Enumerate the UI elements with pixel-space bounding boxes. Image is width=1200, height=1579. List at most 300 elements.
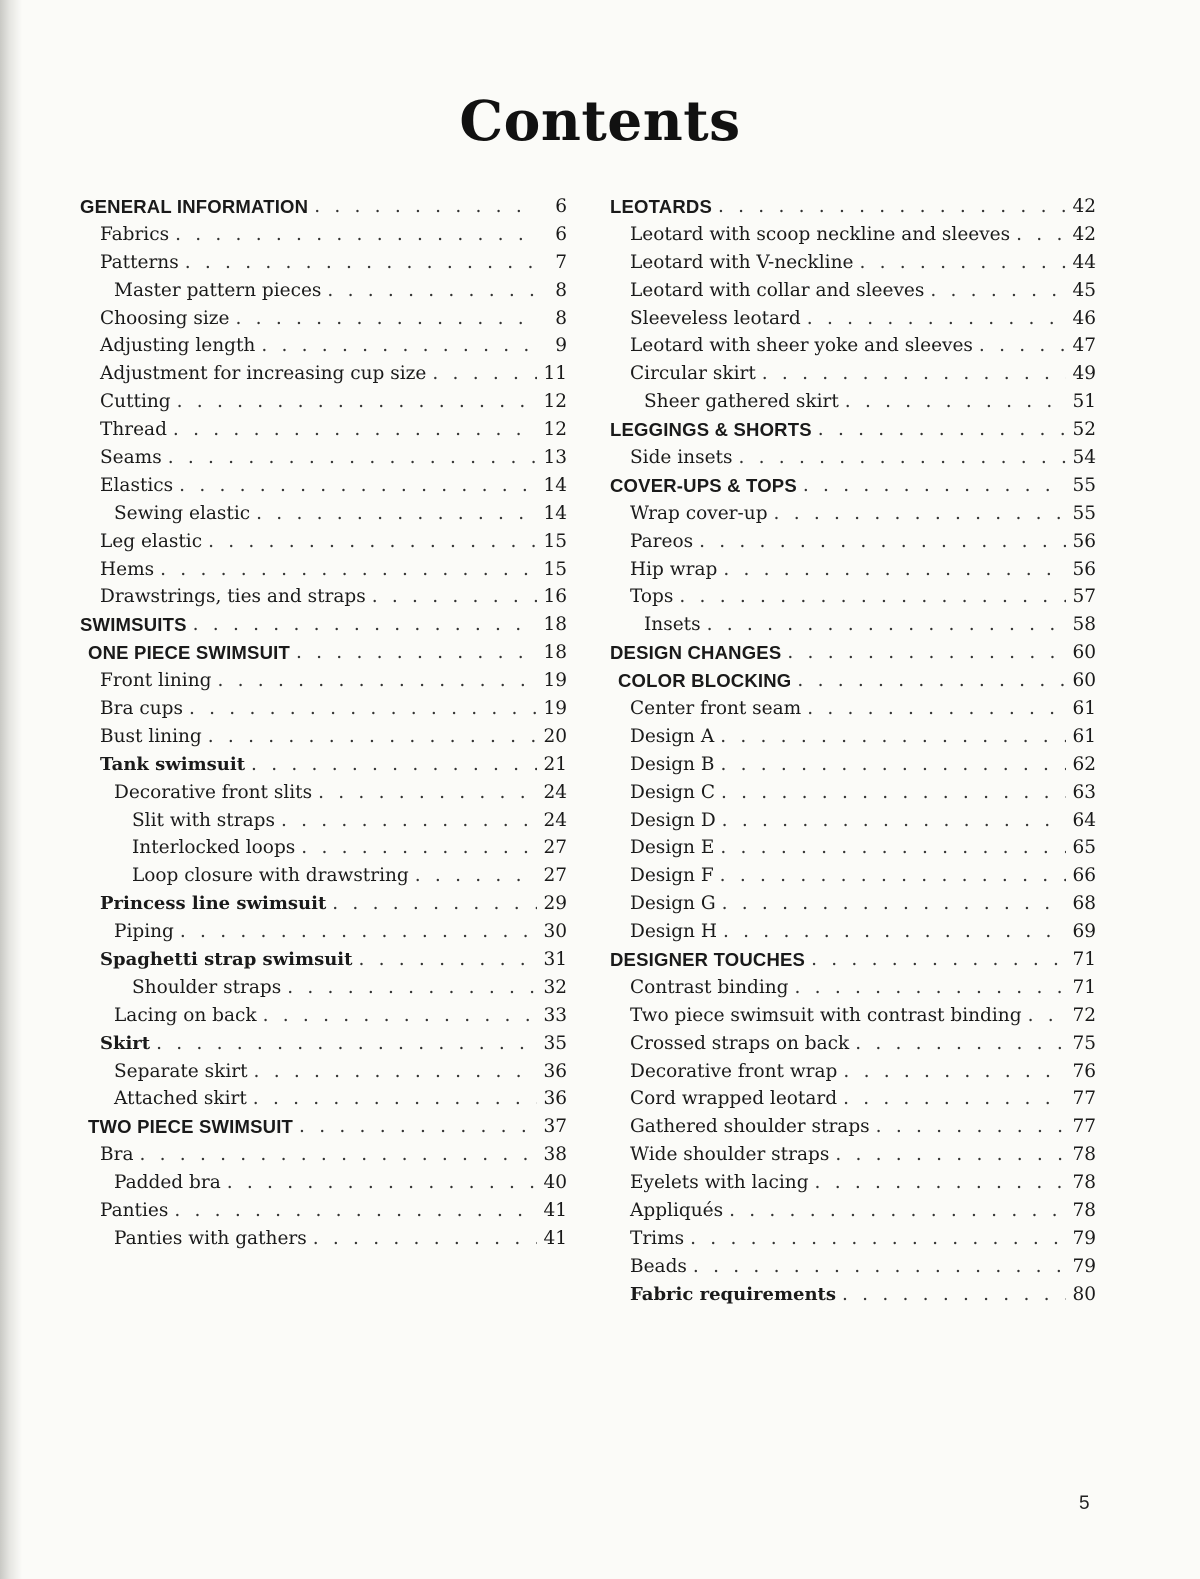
toc-entry <box>80 611 567 639</box>
toc-entry <box>80 667 567 695</box>
toc-entry <box>610 528 1096 556</box>
toc-leader-dots <box>722 890 1066 918</box>
toc-entry-label: Gathered shoulder straps <box>630 1113 876 1141</box>
toc-leader-dots <box>372 583 537 611</box>
toc-entry-label: Drawstrings, ties and straps <box>100 583 372 611</box>
toc-entry-page: 62 <box>1072 753 1096 775</box>
toc-entry-page: 51 <box>1072 391 1096 413</box>
toc-leader-dots <box>254 1058 537 1086</box>
toc-leader-dots <box>1028 1002 1066 1030</box>
toc-entry-page: 31 <box>543 949 567 971</box>
toc-leader-dots <box>261 332 537 360</box>
toc-entry <box>610 1169 1096 1197</box>
toc-leader-dots <box>253 1086 537 1114</box>
toc-entry-label: Front lining <box>100 667 217 695</box>
toc-entry-page: 24 <box>543 781 567 803</box>
toc-entry <box>610 667 1096 695</box>
toc-leader-dots <box>236 305 538 333</box>
toc-entry <box>610 583 1096 611</box>
toc-entry-page: 57 <box>1072 586 1096 608</box>
toc-entry <box>80 500 567 528</box>
toc-entry-page: 13 <box>543 447 567 468</box>
toc-entry-label: GENERAL INFORMATION <box>80 193 314 221</box>
toc-entry-page: 7 <box>555 251 567 273</box>
toc-entry <box>610 611 1096 639</box>
toc-leader-dots <box>738 444 1066 472</box>
toc-entry-label: Cutting <box>100 388 177 416</box>
toc-entry-label: SWIMSUITS <box>80 611 193 639</box>
toc-entry <box>610 332 1096 360</box>
toc-entry-page: 79 <box>1072 1227 1096 1249</box>
toc-leader-dots <box>722 807 1066 835</box>
toc-leader-dots <box>299 1113 537 1141</box>
toc-entry <box>80 583 567 611</box>
toc-entry <box>610 1002 1096 1030</box>
toc-entry-label: DESIGNER TOUCHES <box>610 946 811 974</box>
toc-entry <box>80 807 567 835</box>
toc-entry <box>80 528 567 556</box>
toc-entry-label: Cord wrapped leotard <box>630 1086 843 1114</box>
toc-entry-label: Wrap cover-up <box>630 500 774 528</box>
toc-entry-label: Lacing on back <box>114 1002 263 1030</box>
toc-leader-dots <box>177 388 537 416</box>
toc-entry-page: 71 <box>1072 949 1096 971</box>
toc-entry <box>610 500 1096 528</box>
toc-leader-dots <box>179 472 537 500</box>
toc-entry <box>610 277 1096 305</box>
toc-entry-label: Seams <box>100 444 168 472</box>
toc-entry <box>610 1141 1096 1169</box>
toc-entry-page: 18 <box>543 642 567 664</box>
toc-leader-dots <box>679 583 1066 611</box>
toc-leader-dots <box>217 667 537 695</box>
toc-leader-dots <box>843 1086 1066 1114</box>
toc-entry-page: 78 <box>1072 1144 1096 1166</box>
toc-entry-label: DESIGN CHANGES <box>610 639 787 667</box>
toc-entry-page: 19 <box>543 698 567 720</box>
toc-entry-page: 60 <box>1072 670 1096 692</box>
toc-leader-dots <box>287 974 537 1002</box>
toc-leader-dots <box>797 667 1066 695</box>
toc-entry <box>610 472 1096 500</box>
toc-entry-label: Shoulder straps <box>132 974 287 1002</box>
toc-entry <box>80 974 567 1002</box>
toc-entry-label: Design D <box>630 807 722 835</box>
toc-leader-dots <box>156 1030 537 1058</box>
toc-leader-dots <box>189 695 537 723</box>
toc-entry <box>80 1141 567 1169</box>
toc-entry-page: 6 <box>555 195 567 217</box>
toc-entry <box>610 193 1096 221</box>
toc-entry-label: Decorative front wrap <box>630 1058 843 1086</box>
toc-entry-label: Hip wrap <box>630 556 723 584</box>
toc-entry-label: Trims <box>630 1225 690 1253</box>
toc-entry <box>610 1030 1096 1058</box>
toc-entry <box>80 444 567 472</box>
toc-leader-dots <box>281 807 537 835</box>
toc-entry-label: Sleeveless leotard <box>630 305 807 333</box>
toc-leader-dots <box>723 556 1066 584</box>
toc-entry <box>80 1058 567 1086</box>
toc-entry-label: Decorative front slits <box>114 779 318 807</box>
toc-entry-label: Attached skirt <box>114 1086 253 1114</box>
toc-leader-dots <box>803 472 1066 500</box>
toc-entry-label: COLOR BLOCKING <box>618 667 797 695</box>
toc-entry-page: 72 <box>1072 1004 1096 1026</box>
toc-leader-dots <box>1016 221 1066 249</box>
toc-entry-label: Beads <box>630 1253 693 1281</box>
toc-entry-page: 24 <box>543 809 567 831</box>
toc-entry-page: 21 <box>543 753 567 775</box>
toc-entry <box>80 277 567 305</box>
toc-entry <box>610 416 1096 444</box>
toc-entry-page: 77 <box>1072 1088 1096 1110</box>
toc-entry-label: Design G <box>630 890 722 918</box>
toc-entry-label: LEOTARDS <box>610 193 718 221</box>
toc-entry-label: Side insets <box>630 444 738 472</box>
toc-leader-dots <box>208 528 537 556</box>
toc-entry-label: Choosing size <box>100 305 236 333</box>
toc-entry <box>610 834 1096 862</box>
toc-entry-label: TWO PIECE SWIMSUIT <box>88 1113 299 1141</box>
toc-entry <box>80 862 567 890</box>
toc-entry <box>80 1197 567 1225</box>
toc-entry <box>610 1086 1096 1114</box>
toc-entry <box>80 695 567 723</box>
toc-leader-dots <box>930 277 1066 305</box>
toc-entry <box>610 723 1096 751</box>
toc-leader-dots <box>707 611 1066 639</box>
toc-entry <box>610 221 1096 249</box>
toc-leader-dots <box>718 193 1066 221</box>
toc-entry-page: 9 <box>555 335 567 357</box>
toc-entry <box>80 1086 567 1114</box>
toc-entry-page: 80 <box>1072 1283 1096 1305</box>
toc-entry-page: 27 <box>543 837 567 859</box>
page-title: Contents <box>459 88 741 153</box>
toc-leader-dots <box>720 834 1066 862</box>
toc-leader-dots <box>301 834 537 862</box>
toc-leader-dots <box>175 221 537 249</box>
toc-entry-page: 47 <box>1072 335 1096 357</box>
toc-entry <box>80 1113 567 1141</box>
toc-entry-label: Interlocked loops <box>132 834 301 862</box>
toc-leader-dots <box>699 528 1066 556</box>
toc-leader-dots <box>139 1141 537 1169</box>
toc-leader-dots <box>296 639 537 667</box>
toc-leader-dots <box>807 305 1066 333</box>
toc-entry-page: 55 <box>1072 502 1096 524</box>
toc-leader-dots <box>811 946 1066 974</box>
toc-entry-page: 12 <box>543 391 567 413</box>
toc-entry <box>610 695 1096 723</box>
toc-entry-page: 66 <box>1072 865 1096 887</box>
toc-entry <box>80 918 567 946</box>
toc-entry-page: 76 <box>1072 1060 1096 1082</box>
toc-entry <box>80 751 567 779</box>
toc-entry <box>610 444 1096 472</box>
toc-entry-label: Leotard with scoop neckline and sleeves <box>630 221 1016 249</box>
toc-entry-page: 45 <box>1072 279 1096 301</box>
toc-entry-label: Loop closure with drawstring <box>132 862 415 890</box>
toc-leader-dots <box>720 723 1066 751</box>
toc-leader-dots <box>720 751 1066 779</box>
toc-leader-dots <box>762 360 1066 388</box>
toc-entry-label: Master pattern pieces <box>114 277 327 305</box>
toc-entry-page: 79 <box>1072 1255 1096 1277</box>
toc-entry-page: 65 <box>1072 837 1096 859</box>
toc-leader-dots <box>174 1197 537 1225</box>
toc-entry <box>80 332 567 360</box>
toc-entry <box>80 834 567 862</box>
toc-leader-dots <box>842 1281 1066 1309</box>
toc-entry <box>610 807 1096 835</box>
toc-entry <box>610 388 1096 416</box>
toc-leader-dots <box>979 332 1066 360</box>
toc-entry-page: 8 <box>555 307 567 329</box>
toc-entry-page: 40 <box>543 1172 567 1194</box>
toc-leader-dots <box>415 862 537 890</box>
toc-entry-label: Design F <box>630 862 720 890</box>
toc-entry-page: 46 <box>1072 307 1096 329</box>
toc-entry-label: Design B <box>630 751 720 779</box>
page-spine-shadow <box>0 0 22 1579</box>
toc-entry-page: 54 <box>1072 447 1096 468</box>
toc-entry <box>610 946 1096 974</box>
toc-entry-page: 36 <box>543 1060 567 1082</box>
toc-leader-dots <box>180 918 537 946</box>
toc-entry-page: 58 <box>1072 614 1096 636</box>
toc-entry <box>80 193 567 221</box>
toc-entry-label: Slit with straps <box>132 807 281 835</box>
toc-entry-page: 38 <box>543 1144 567 1166</box>
toc-entry-label: Tank swimsuit <box>100 751 251 779</box>
toc-entry-page: 41 <box>543 1227 567 1249</box>
toc-entry-label: Circular skirt <box>630 360 762 388</box>
toc-entry-page: 41 <box>543 1200 567 1222</box>
toc-entry-page: 78 <box>1072 1200 1096 1222</box>
toc-entry-page: 20 <box>543 725 567 747</box>
toc-entry <box>80 890 567 918</box>
toc-entry-page: 61 <box>1072 698 1096 720</box>
toc-entry-page: 77 <box>1072 1116 1096 1138</box>
toc-entry <box>610 862 1096 890</box>
toc-leader-dots <box>251 751 537 779</box>
toc-entry-label: Hems <box>100 556 160 584</box>
toc-leader-dots <box>855 1030 1066 1058</box>
toc-entry-label: Leotard with V-neckline <box>630 249 859 277</box>
toc-entry <box>610 556 1096 584</box>
toc-leader-dots <box>185 249 537 277</box>
toc-entry-page: 37 <box>543 1116 567 1138</box>
toc-leader-dots <box>876 1113 1066 1141</box>
toc-entry-label: Design C <box>630 779 721 807</box>
toc-leader-dots <box>723 918 1066 946</box>
toc-entry <box>80 472 567 500</box>
toc-entry-label: Bra <box>100 1141 139 1169</box>
toc-entry-label: LEGGINGS & SHORTS <box>610 416 818 444</box>
toc-entry-label: Appliqués <box>630 1197 729 1225</box>
toc-leader-dots <box>690 1225 1066 1253</box>
toc-entry-page: 68 <box>1072 893 1096 915</box>
toc-entry <box>80 249 567 277</box>
toc-leader-dots <box>256 500 537 528</box>
toc-entry-page: 49 <box>1072 363 1096 385</box>
toc-entry-label: Center front seam <box>630 695 807 723</box>
toc-entry-page: 18 <box>543 614 567 636</box>
toc-entry <box>80 1030 567 1058</box>
toc-entry-label: Leg elastic <box>100 528 208 556</box>
toc-entry-page: 16 <box>543 586 567 608</box>
toc-entry-page: 75 <box>1072 1032 1096 1054</box>
toc-entry <box>610 639 1096 667</box>
toc-entry-page: 42 <box>1072 223 1096 245</box>
toc-leader-dots <box>845 388 1066 416</box>
toc-entry <box>80 1002 567 1030</box>
toc-left-column <box>80 193 567 1253</box>
toc-leader-dots <box>818 416 1066 444</box>
toc-entry-label: ONE PIECE SWIMSUIT <box>88 639 296 667</box>
toc-entry-label: Bust lining <box>100 723 208 751</box>
toc-entry <box>80 639 567 667</box>
toc-entry <box>610 249 1096 277</box>
toc-entry-label: Insets <box>644 611 707 639</box>
toc-entry <box>80 779 567 807</box>
toc-entry-label: Skirt <box>100 1030 156 1058</box>
toc-leader-dots <box>173 416 537 444</box>
toc-entry-page: 44 <box>1072 251 1096 273</box>
toc-leader-dots <box>774 500 1066 528</box>
toc-entry-label: Leotard with sheer yoke and sleeves <box>630 332 979 360</box>
toc-entry-page: 64 <box>1072 809 1096 831</box>
toc-leader-dots <box>193 611 537 639</box>
toc-leader-dots <box>160 556 537 584</box>
toc-leader-dots <box>807 695 1066 723</box>
toc-entry-label: Pareos <box>630 528 699 556</box>
toc-leader-dots <box>729 1197 1066 1225</box>
toc-leader-dots <box>835 1141 1066 1169</box>
toc-right-column <box>610 193 1096 1309</box>
toc-entry-label: Wide shoulder straps <box>630 1141 835 1169</box>
toc-entry-label: Princess line swimsuit <box>100 890 332 918</box>
toc-entry <box>610 974 1096 1002</box>
toc-entry <box>610 1197 1096 1225</box>
toc-entry-label: Fabrics <box>100 221 175 249</box>
toc-entry-label: Design E <box>630 834 720 862</box>
toc-leader-dots <box>263 1002 537 1030</box>
toc-entry <box>80 305 567 333</box>
toc-entry-page: 15 <box>543 558 567 580</box>
toc-entry-page: 27 <box>543 865 567 887</box>
toc-entry-label: Thread <box>100 416 173 444</box>
toc-entry-page: 78 <box>1072 1172 1096 1194</box>
toc-entry <box>610 918 1096 946</box>
toc-entry-label: Adjusting length <box>100 332 261 360</box>
toc-entry-page: 42 <box>1072 195 1096 217</box>
toc-leader-dots <box>787 639 1066 667</box>
toc-entry-page: 19 <box>543 670 567 692</box>
toc-leader-dots <box>227 1169 537 1197</box>
toc-entry <box>80 221 567 249</box>
toc-leader-dots <box>327 277 537 305</box>
toc-entry-page: 15 <box>543 530 567 552</box>
toc-entry <box>610 779 1096 807</box>
toc-entry-page: 63 <box>1072 781 1096 803</box>
toc-entry <box>80 1169 567 1197</box>
toc-entry <box>610 1253 1096 1281</box>
toc-entry-label: Panties with gathers <box>114 1225 313 1253</box>
toc-entry-label: Sewing elastic <box>114 500 256 528</box>
toc-entry-page: 71 <box>1072 976 1096 998</box>
toc-entry-page: 29 <box>543 893 567 915</box>
toc-entry-label: Bra cups <box>100 695 189 723</box>
toc-entry-page: 33 <box>543 1004 567 1026</box>
toc-entry-label: Two piece swimsuit with contrast binding <box>630 1002 1028 1030</box>
toc-entry-label: Crossed straps on back <box>630 1030 855 1058</box>
toc-leader-dots <box>721 779 1066 807</box>
toc-entry-page: 61 <box>1072 725 1096 747</box>
toc-entry-page: 36 <box>543 1088 567 1110</box>
toc-entry-label: Elastics <box>100 472 179 500</box>
toc-entry <box>80 723 567 751</box>
toc-leader-dots <box>843 1058 1066 1086</box>
toc-leader-dots <box>208 723 537 751</box>
toc-entry <box>80 946 567 974</box>
toc-entry <box>610 1113 1096 1141</box>
toc-leader-dots <box>815 1169 1066 1197</box>
toc-entry-page: 6 <box>555 223 567 245</box>
toc-entry-page: 12 <box>543 419 567 441</box>
toc-entry-label: Contrast binding <box>630 974 795 1002</box>
toc-entry <box>80 556 567 584</box>
toc-entry-label: Leotard with collar and sleeves <box>630 277 930 305</box>
toc-entry <box>610 305 1096 333</box>
toc-entry-label: Design H <box>630 918 723 946</box>
toc-entry-page: 52 <box>1072 419 1096 441</box>
toc-leader-dots <box>318 779 537 807</box>
toc-entry <box>80 1225 567 1253</box>
toc-leader-dots <box>795 974 1066 1002</box>
toc-entry-label: Piping <box>114 918 180 946</box>
toc-entry <box>610 890 1096 918</box>
toc-leader-dots <box>859 249 1066 277</box>
toc-entry-page: 55 <box>1072 474 1096 496</box>
toc-entry <box>610 360 1096 388</box>
toc-entry <box>80 360 567 388</box>
toc-leader-dots <box>693 1253 1066 1281</box>
toc-entry-label: COVER-UPS & TOPS <box>610 472 803 500</box>
toc-entry-page: 60 <box>1072 642 1096 664</box>
toc-entry <box>610 1281 1096 1309</box>
toc-entry-label: Spaghetti strap swimsuit <box>100 946 358 974</box>
toc-entry-page: 30 <box>543 921 567 943</box>
toc-entry-page: 32 <box>543 976 567 998</box>
toc-entry-page: 56 <box>1072 530 1096 552</box>
toc-leader-dots <box>358 946 537 974</box>
toc-leader-dots <box>720 862 1066 890</box>
toc-leader-dots <box>314 193 537 221</box>
toc-leader-dots <box>313 1225 537 1253</box>
toc-entry-label: Tops <box>630 583 679 611</box>
toc-entry <box>80 416 567 444</box>
toc-entry-page: 14 <box>543 474 567 496</box>
toc-entry-page: 69 <box>1072 921 1096 943</box>
toc-entry <box>610 751 1096 779</box>
toc-entry-page: 11 <box>543 363 567 385</box>
toc-entry-label: Eyelets with lacing <box>630 1169 815 1197</box>
toc-entry-label: Patterns <box>100 249 185 277</box>
toc-entry <box>610 1225 1096 1253</box>
